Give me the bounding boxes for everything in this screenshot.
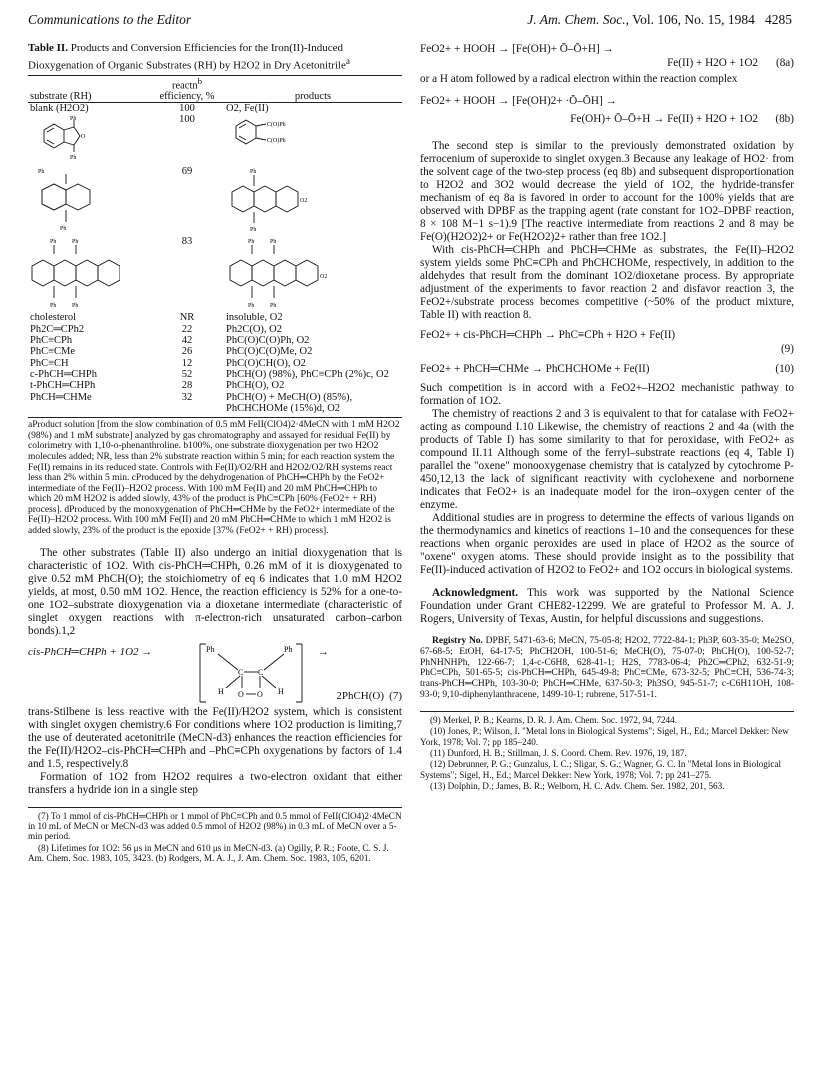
registry-text: DPBF, 5471-63-6; MeCN, 75-05-8; H2O2, 7722-84-1; Ph3P, 603-35-0; Me2SO, 67-68-5; EtOH, 64-17-5; PhCH2OH, 100-51-6; MeCH(O), 75-07-0; PhCH(O), 100-52-7; PhNHNHPh, 122-66-7; 1,4-c-C6H8, 628-41-1; H2S, 7783-06-4; Ph2C═CPh2, 632-51-9; PhC≡CPh, 501-65-5; cis-PhCH═CHPh, 645-49-8; PhC≡CMe, 673-32-5; PhC≡CH, 536-74-3; trans-PhCH═CHPh, 103-30-0; PhCH═CHMe, 637-50-3; Ph3SO, 945-51-7; c-C6H11OH, 108-93-0; 9,10-diphenylanthracene, 1499-10-1; rubrene, 517-51-1. [420,636,794,700]
cell-products: Ph2C(O), O2 [226,323,283,335]
structure-rubrene [28,236,150,312]
col-efficiency: efficiency, % [150,91,224,103]
svg-text:C(O)Ph: C(O)Ph [267,122,286,129]
structure-dibenzoylbenzene [224,114,402,166]
structure-anthracene-endoperoxide [224,166,402,236]
footnote: (11) Dunford, H. B.; Stillman, J. S. Coord. Chem. Rev. 1976, 19, 187. [430,748,687,758]
cell-efficiency: 26 [181,346,193,358]
col-substrate: substrate (RH) [28,75,150,103]
table-row [28,114,402,166]
footnote: (13) Dolphin, D.; James, B. R.; Welborn, H. C. Adv. Chem. Ser. 1982, 201, 563. [430,781,725,792]
cell-substrate: cholesterol [30,312,77,324]
cell-efficiency: 32 [181,391,193,403]
journal-name: J. Am. Chem. Soc. [527,12,626,27]
eq8a-line1: FeO2+ + HOOH → [Fe(OH)+ Ō–Ō+H] → [420,43,614,55]
eq8a-line2: Fe(II) + H2O + 1O2 [667,57,758,69]
products-table [28,75,402,414]
volume-info: Vol. 106, No. 15, 1984 [632,12,755,27]
table-caption-text: Products and Conversion Efficiencies for the Iron(II)-Induced Dioxygenation of Organic Substrates (RH) by H2O2 in Dry Acetonitrile [28,42,346,72]
svg-text:C(O)Ph: C(O)Ph [267,138,286,145]
table-row [28,312,402,323]
eq8b-line1: FeO2+ + HOOH → [Fe(OH)2+ ·Ō–ŌH] → [420,95,617,107]
svg-text:C: C [258,667,264,677]
right-body-text [420,140,794,322]
svg-text:Ph: Ph [206,644,215,654]
bridging-text: or a H atom followed by a radical electron within the reaction complex [420,73,738,85]
table-row [28,369,402,380]
cell-products: PhCH(O), O2 [226,380,285,392]
running-header-right: J. Am. Chem. Soc., Vol. 106, No. 15, 1984 4285 [527,12,792,27]
col-efficiency-top: reactn$^b$ [150,75,224,91]
cell-efficiency: 12 [181,357,193,369]
table-label: Table II. [28,42,68,54]
svg-text:Ph: Ph [38,169,45,176]
registry-numbers [420,636,794,701]
svg-text:Ph: Ph [72,303,79,310]
cell-efficiency: 42 [181,335,193,347]
structure-diphenylanthracene [28,166,150,236]
registry-label: Registry No. [432,636,483,646]
cell-efficiency: 69 [181,166,193,178]
cell-products: insoluble, O2 [226,312,283,324]
caption-footnote-mark: a [345,55,350,66]
acknowledgment-text: This work was supported by the National Science Foundation under Grant CHE82-12299. We are grateful to Professor M. A. J. Rogers, University of Texas, Austin, for helpful discussions and suggestions. [420,587,794,625]
paragraph: The second step is similar to the previously demonstrated oxidation by ferrocenium of superoxide to singlet oxygen.3 Because any leakage of HO2· from the solvent cage of the two-step process (eq 8b) and subsequent disproportionation to H2O2 and 3O2 would decrease the yield of 1O2, the hydride-transfer mechanism of eq 8a is favored in order to account for the 100% yields that are observed with DPBF as the trapping agent (rate constant for 1O2–DPBF reaction, 8 × 108 M−1 s−1).9 [The reactive intermediate from reactions 2 and 8 may be Fe(O)(H2O2)2+ or Fe(H2O2)2+ rather than free 1O2.] [420,140,794,243]
cell-substrate: PhC≡CPh [30,335,73,347]
svg-text:O: O [257,689,263,699]
acknowledgment [420,587,794,626]
svg-text:O: O [238,689,244,699]
svg-text:Ph: Ph [248,239,255,246]
structure-isobenzofuran [28,114,150,166]
svg-text:Ph: Ph [72,239,79,246]
left-column [28,42,402,865]
eq8a-number: (8a) [775,57,794,69]
structure-rubrene-endoperoxide [224,236,402,312]
right-footnotes [420,711,794,792]
svg-text:Ph: Ph [70,116,77,123]
table-row [28,166,402,236]
svg-text:Ph: Ph [248,303,255,310]
table-row [28,236,402,312]
cell-products: PhC(O)C(O)Ph, O2 [226,335,310,347]
cell-efficiency: 100 [179,103,195,115]
cell-substrate: t-PhCH═CHPh [30,380,96,392]
svg-text:Ph: Ph [270,303,277,310]
svg-text:O2: O2 [300,198,308,205]
table-row [28,380,402,391]
table-row [28,346,402,357]
svg-text:Ph: Ph [50,239,57,246]
footnote: (12) Debrunner, P. G.; Gunzalus, I. C.; Sligar, S. G.; Wagner, G. C. In "Metal Ions in Biological Systems"; Sigel, H., Ed.; Marcel Dekker: New York, 1978; Vol. 7; pp 241–275. [420,759,782,780]
equation-8a [420,42,794,70]
cell-efficiency: NR [179,312,195,324]
svg-text:C: C [238,667,244,677]
eq8b-number: (8b) [775,113,794,125]
paragraph: Additional studies are in progress to determine the effects of various ligands on the thermodynamics and kinetics of reactions 1–10 and the consequences for these reactions when organic peroxides are used in place of H2O2 as the source of "oxene" oxygen atoms. These should provide insight as to the possibility that Fe(II)-induced activation of H2O2 to FeO2+ and 1O2 occurs in biological systems. [420,512,794,576]
cell-products: PhCH(O) + MeCH(O) (85%), PhCHCHOMe (15%)d, O2 [226,391,353,414]
equation-7: cis-PhCH═CHPh + 1O2 → Ph Ph C C H H O O → 2PhCH(O) (7) [28,642,402,706]
svg-text:O: O [81,134,86,141]
svg-text:Ph: Ph [60,226,67,233]
left-footnotes [28,807,402,864]
table-caption [28,42,402,72]
eq7-rhs: 2PhCH(O) [336,689,384,702]
left-body-text-2 [28,706,402,797]
footnote: (8) Lifetimes for 1O2: 56 μs in MeCN and 610 μs in MeCN-d3. (a) Ogilly, P. R.; Foote, C. S. J. Am. Chem. Soc. 1983, 105, 3423. (b) Rodgers, M. A. J., J. Am. Chem. Soc. 1983, 105, 6201. [28,842,389,864]
left-body-text [28,547,402,638]
paragraph: trans-Stilbene is less reactive with the Fe(II)/H2O2 system, which is consistent with singlet oxygen chemistry.6 For conditions where 1O2 production is limiting,7 the use of deuterated acetonitrile (MeCN-d3) enhances the reaction efficiencies for the Fe(II)/H2O2–cis-PhCH═CHPh and –PhC≡CPh oxygenations by factors of 1.4 and 1.5, respectively.8 [28,705,402,770]
paragraph: With cis-PhCH═CHPh and PhCH═CHMe as substrates, the Fe(II)–H2O2 system yields some PhC≡CPh and PhCHCHOMe, respectively, in addition to the aldehydes that result from the dominant 1O2/dioxetane process. By appropriate adjustment of the experiments to favor reaction 2 and disfavor reaction 3, the FeO2+/substrate process becomes competitive (~50% of the product mixture, Table II) with reaction 8. [420,244,794,321]
svg-text:Ph: Ph [250,227,257,234]
eq8b-line2: Fe(OH)+ Ō–Ō+H → Fe(II) + H2O + 1O2 [570,113,758,125]
footnote: (10) Jones, P.; Wilson, I. "Metal Ions in Biological Systems"; Sigel, H., Ed.; Marcel Dekker: New York, 1978; Vol. 7; pp 185–240. [420,726,789,747]
cell-products: PhC(O)CH(O), O2 [226,357,306,369]
cell-efficiency: 100 [179,114,195,126]
paragraph: The other substrates (Table II) also undergo an initial dioxygenation that is characteristic of 1O2. With cis-PhCH═CHPh, 0.26 mM of it is dioxygenated to give 0.52 mM PhCH(O); the stoichiometry of eq 6 indicates that 1.0 mM H2O2 yields, at most, 0.50 mM 1O2. Hence, the reaction efficiency is 52% for a one-to-one 1O2–substrate dioxygenation via a dioxetane intermediate (characteristic of singlet oxygen reactions with π-electron-rich unsaturated carbon–carbon bonds).1,2 [28,546,402,637]
svg-text:Ph: Ph [270,239,277,246]
svg-text:Ph: Ph [250,169,257,176]
dioxetane-diagram [196,642,306,704]
table-row [28,358,402,369]
paragraph: Formation of 1O2 from H2O2 requires a two-electron oxidant that either transfers a hydride ion in a single step [28,770,402,796]
paragraph: The chemistry of reactions 2 and 3 is equivalent to that for catalase with FeO2+ acting as compound I.10 Likewise, the chemistry of reactions 2 and 4a (with the products of Table I) has some similarity to that for peroxidase, with FeO2+ as compound II.11 Although some of the ferryl–substrate reactions (eq 4, Table I) parallel the "oxene" monooxygenase chemistry that is catalyzed by cytochrome P-450,12,13 the lack of significant reactivity with cyclohexene and norbornene indicates that FeO2+ is an inadequate model for the iron–oxygen center of the enzyme. [420,408,794,511]
svg-text:Ph: Ph [70,155,77,162]
right-column [420,42,794,793]
svg-text:H: H [278,686,284,696]
cell-products: PhC(O)C(O)Me, O2 [226,346,313,358]
equation-9 [420,328,794,356]
cell-substrate: c-PhCH═CHPh [30,368,97,380]
cell-products: PhCH(O) (98%), PhC≡CPh (2%)c, O2 [226,368,389,380]
right-body-text-2 [420,382,794,577]
cell-efficiency: 22 [181,323,193,335]
col-products: products [224,75,402,103]
paragraph: Such competition is in accord with a FeO2+–H2O2 mechanistic pathway to formation of 1O2. [420,382,794,407]
svg-text:Ph: Ph [284,644,293,654]
cell-products: O2, Fe(II) [226,103,269,115]
acknowledgment-label: Acknowledgment. [432,587,519,599]
table-row [28,392,402,415]
page-number: 4285 [765,12,792,27]
eq7-number: (7) [389,689,402,702]
equation-8b [420,94,794,126]
table-row [28,103,402,115]
svg-text:Ph: Ph [50,303,57,310]
footnote: (7) To 1 mmol of cis-PhCH═CHPh or 1 mmol of PhC≡CPh and 0.5 mmol of FeII(ClO4)2·4MeCN in 10 mL of MeCN or MeCN-d3 was added 0.5 mmol of H2O2 (98%) in 0.3 mL of MeCN over a 5-min period. [28,810,402,842]
cell-efficiency: 52 [181,368,193,380]
eq10-text: FeO2+ + PhCH═CHMe → PhCHCHOMe + Fe(II) [420,363,650,375]
eq10-number: (10) [775,363,794,375]
cell-efficiency: 28 [181,380,193,392]
svg-text:H: H [218,686,224,696]
footnote: (9) Merkel, P. B.; Kearns, D. R. J. Am. Chem. Soc. 1972, 94, 7244. [430,714,678,725]
eq9-number: (9) [780,343,794,355]
cell-substrate: PhC≡CMe [30,346,76,358]
cell-substrate: blank (H2O2) [30,103,89,115]
cell-substrate: Ph2C═CPh2 [30,323,85,335]
cell-efficiency: 83 [181,236,193,248]
cell-substrate: PhC≡CH [30,357,69,369]
eq7-lhs: cis-PhCH═CHPh + 1O2 → [28,645,153,658]
table-footnotes: aProduct solution [from the slow combination of 0.5 mM FeII(ClO4)2·4MeCN with 1 mM H2O2 (98%) and 1 mM substrate] analyzed by gas chromatography and assayed for residual Fe(II) by colorimetry with 1,10-o-phenanthroline. b100%, one substrate dioxygenation per two H2O2 molecules added; NR, less than 2% substrate reaction within 5 min; for each reaction system the Fe(II) remains in its reduced state. Controls with Fe(II)/O2/RH and H2O2/O2/RH systems react less than 2% within 5 min. cProduced by the dehydrogenation of PhCH═CHPh by the FeO2+ intermediate of the Fe(II)–H2O2 process. With 100 mM Fe(II) and 20 mM PhCH═CHPh to which 20 mM H2O2 is added slowly, 43% of the product is PhC≡CPh [60% (FeO2+ + RH) process]. dProduced by the monoxygenation of PhCH═CHMe by the FeO2+ intermediate of the Fe(II)–H2O2 process. With 100 mM Fe(II) and 20 mM PhCH═CHMe to which 1 mM H2O2 is added slowly, 23% of the product is the epoxide [37% (FeO2+ + RH) process]. [28,417,402,537]
table-row [28,324,402,335]
running-header-left: Communications to the Editor [28,12,192,27]
table-row [28,335,402,346]
svg-text:O2: O2 [320,274,328,281]
equation-10 [420,362,794,378]
cell-substrate: PhCH═CHMe [30,391,92,403]
eq9-text: FeO2+ + cis-PhCH═CHPh → PhC≡CPh + H2O + Fe(II) [420,329,676,341]
